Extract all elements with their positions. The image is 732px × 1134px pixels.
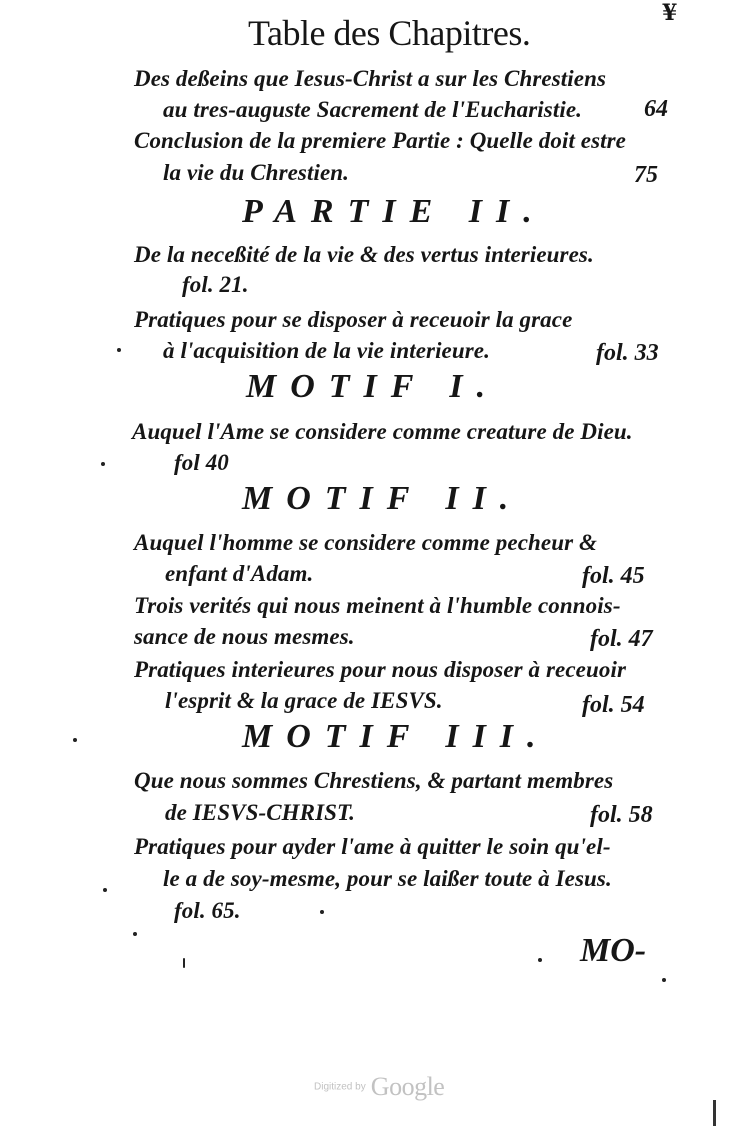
ink-speck (320, 910, 324, 914)
entry-line: l'esprit & la grace de IESVS. (165, 688, 443, 713)
entry-line: enfant d'Adam. (165, 561, 314, 586)
ink-speck (133, 932, 137, 936)
watermark-prefix: Digitized by (314, 1081, 366, 1093)
entry-page-number: 64 (644, 96, 668, 122)
entry-line: Que nous sommes Chrestiens, & partant membres (134, 768, 614, 793)
entry-line: Des deßeins que Iesus-Christ a sur les Chrestiens (134, 66, 607, 91)
digitized-watermark (314, 1072, 444, 1102)
ink-speck (73, 738, 77, 742)
google-logo: Google (370, 1072, 445, 1101)
entry-page-number: fol. 54 (582, 692, 645, 718)
entry-line: Auquel l'homme se considere comme pecheur & (134, 530, 597, 555)
ink-speck (183, 958, 185, 968)
entry-line: Trois verités qui nous meinent à l'humble connois- (134, 593, 621, 618)
catchword: MO- (580, 932, 647, 969)
entry-line: Pratiques pour se disposer à receuoir la grace (134, 307, 573, 332)
section-heading: MOTIF I. (246, 368, 500, 405)
entry-line: Pratiques pour ayder l'ame à quitter le soin qu'el- (134, 834, 611, 859)
entry-line: Conclusion de la premiere Partie : Quelle doit estre (134, 128, 626, 153)
entry-page-number: fol. 47 (590, 626, 653, 652)
ink-speck (103, 888, 107, 892)
entry-line: le a de soy-mesme, pour se laißer toute à Iesus. (163, 866, 612, 891)
ink-speck (662, 978, 666, 982)
ink-speck (101, 462, 105, 466)
section-heading: PARTIE II. (242, 193, 546, 230)
entry-line: Auquel l'Ame se considere comme creature de Dieu. (132, 419, 633, 444)
entry-line: Pratiques interieures pour nous disposer à receuoir (134, 657, 626, 682)
section-heading: MOTIF II. (242, 480, 523, 517)
page-title: Table des Chapitres. (248, 13, 531, 53)
entry-line: fol. 65. (174, 898, 241, 923)
entry-line: au tres-auguste Sacrement de l'Eucharistie. (163, 97, 582, 122)
entry-page-number: 75 (634, 162, 658, 188)
entry-line: sance de nous mesmes. (134, 624, 355, 649)
page-edge-mark (713, 1100, 716, 1126)
corner-mark: ¥ (662, 0, 678, 26)
entry-page-number: fol. 58 (590, 802, 653, 828)
entry-line: la vie du Chrestien. (163, 160, 350, 185)
entry-line: De la neceßité de la vie & des vertus interieures. (134, 242, 594, 267)
entry-page-number: fol. 33 (596, 340, 659, 366)
ink-speck (117, 348, 121, 352)
ink-speck (538, 958, 542, 962)
entry-line: fol 40 (174, 450, 229, 475)
section-heading: MOTIF III. (242, 718, 550, 755)
entry-line: fol. 21. (182, 272, 249, 297)
entry-line: de IESVS-CHRIST. (165, 800, 355, 825)
entry-page-number: fol. 45 (582, 563, 645, 589)
entry-line: à l'acquisition de la vie interieure. (163, 338, 490, 363)
